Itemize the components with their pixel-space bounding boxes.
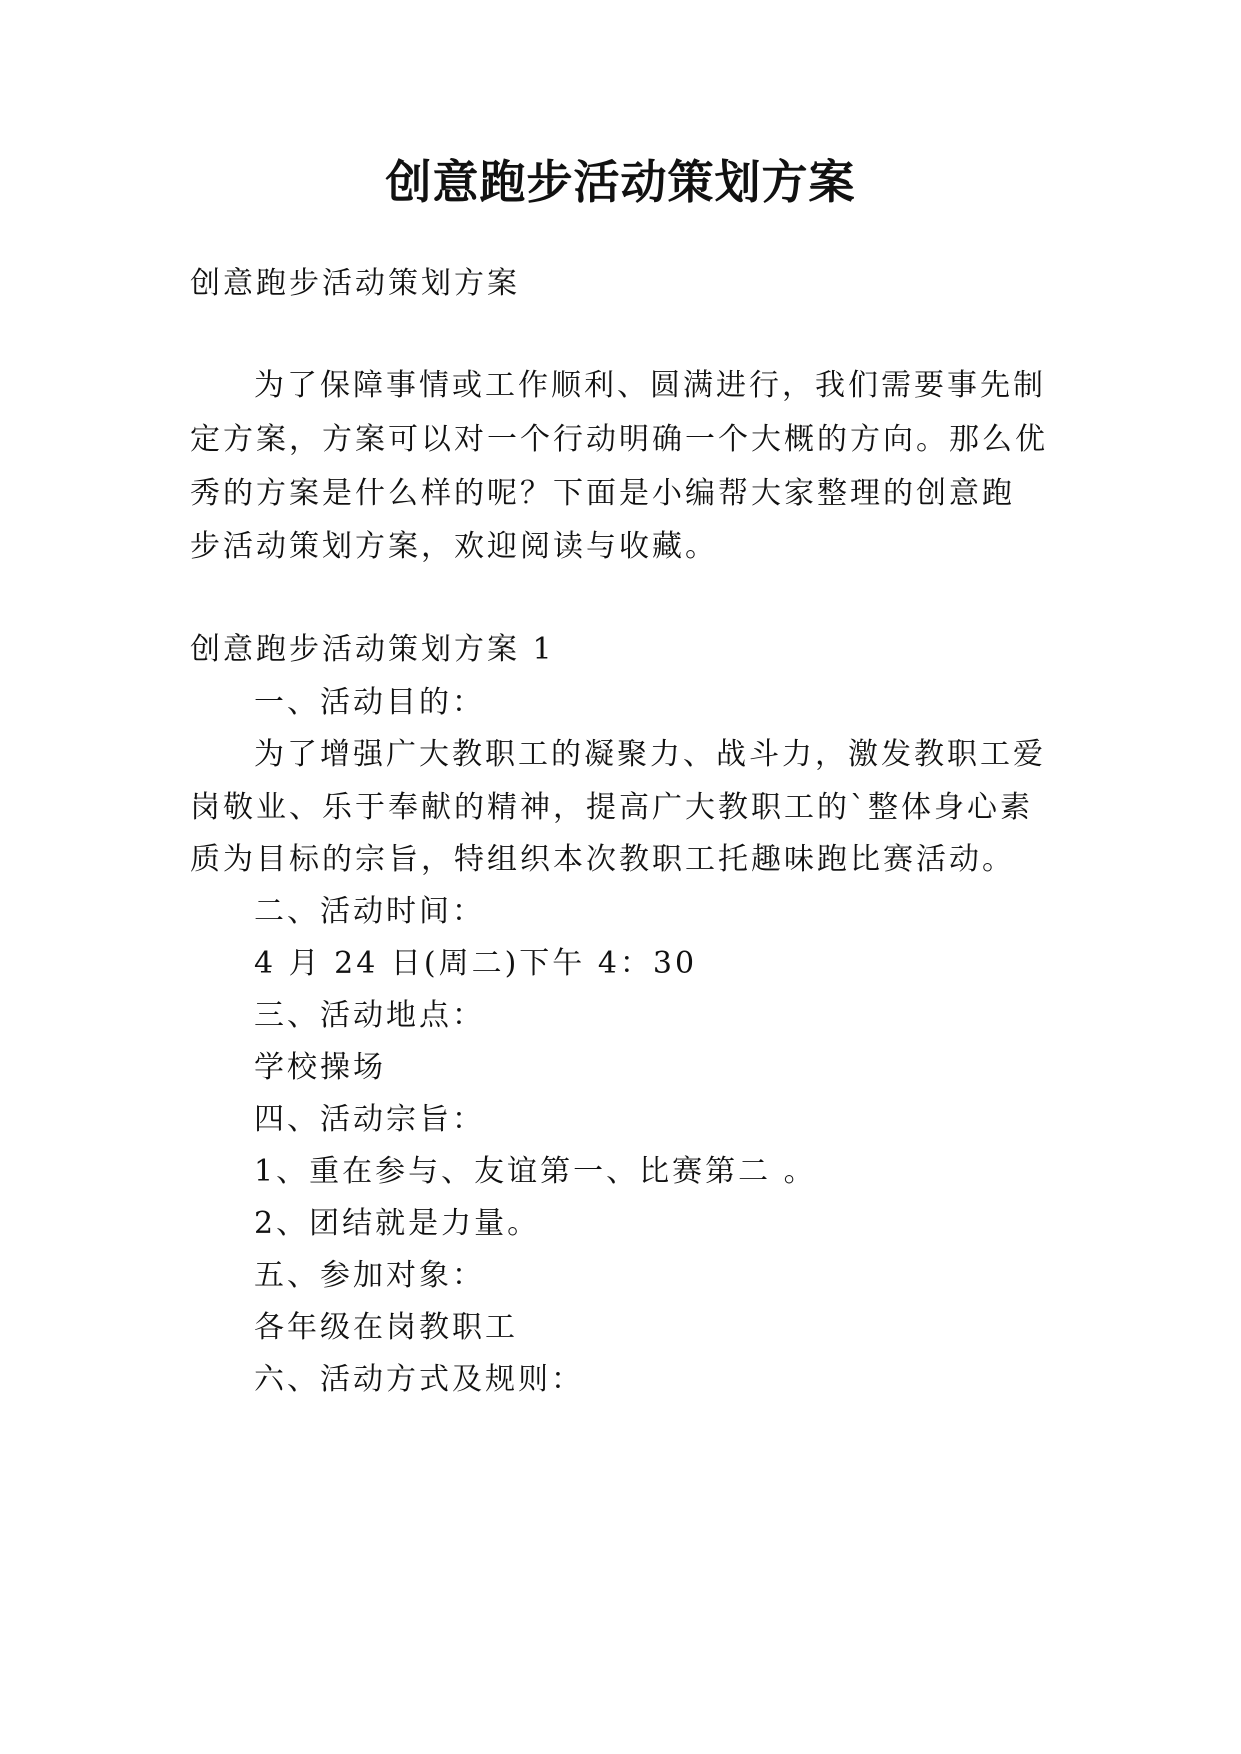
place-value: 学校操场 — [254, 1050, 386, 1085]
section-heading: 创意跑步活动策划方案 1 — [190, 632, 555, 667]
document-subtitle: 创意跑步活动策划方案 — [190, 266, 520, 301]
purpose-line-3: 质为目标的宗旨，特组织本次教职工托趣味跑比赛活动。 — [190, 842, 1015, 877]
intro-line-3: 秀的方案是什么样的呢？下面是小编帮大家整理的创意跑 — [190, 476, 1015, 511]
time-value: 4 月 24 日(周二)下午 4：30 — [254, 946, 698, 981]
participants-heading: 五、参加对象： — [254, 1258, 485, 1293]
purpose-heading: 一、活动目的： — [254, 685, 485, 720]
time-heading: 二、活动时间： — [254, 894, 485, 929]
aim-item-1: 1、重在参与、友谊第一、比赛第二 。 — [254, 1154, 817, 1189]
intro-line-2: 定方案，方案可以对一个行动明确一个大概的方向。那么优 — [190, 422, 1048, 457]
document-title: 创意跑步活动策划方案 — [385, 155, 856, 209]
place-heading: 三、活动地点： — [254, 998, 485, 1033]
aim-heading: 四、活动宗旨： — [254, 1102, 485, 1137]
participants-value: 各年级在岗教职工 — [254, 1310, 518, 1345]
intro-line-4: 步活动策划方案，欢迎阅读与收藏。 — [190, 529, 718, 564]
purpose-line-2: 岗敬业、乐于奉献的精神，提高广大教职工的`整体身心素 — [190, 790, 1033, 825]
rules-heading: 六、活动方式及规则： — [254, 1362, 584, 1397]
aim-item-2: 2、团结就是力量。 — [254, 1206, 541, 1241]
intro-line-1: 为了保障事情或工作顺利、圆满进行，我们需要事先制 — [254, 368, 1046, 403]
purpose-line-1: 为了增强广大教职工的凝聚力、战斗力，激发教职工爱 — [254, 737, 1046, 772]
